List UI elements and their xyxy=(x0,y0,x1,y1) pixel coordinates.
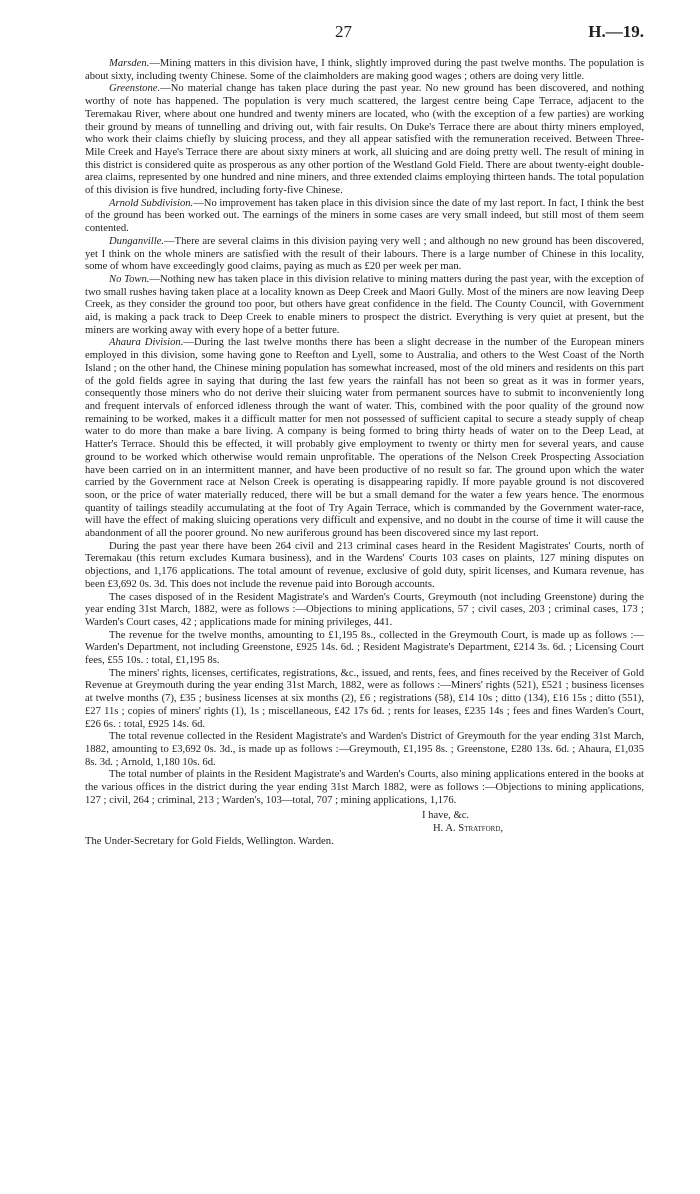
paragraph-lead: Marsden. xyxy=(109,58,150,69)
paragraph-no-town xyxy=(85,274,644,338)
paragraph-greenstone xyxy=(85,83,644,197)
paragraph-total-revenue xyxy=(85,731,644,769)
paragraph-dunganville xyxy=(85,236,644,274)
document-code: H.—19. xyxy=(588,22,644,41)
paragraph-lead: No Town. xyxy=(109,273,150,285)
signature: H. A. Stratford, xyxy=(433,823,504,835)
paragraph-lead: Arnold Subdivision. xyxy=(109,197,194,209)
paragraph-cases-greymouth xyxy=(85,592,644,630)
paragraph-ahaura xyxy=(85,337,644,540)
salutation: I have, &c. xyxy=(422,810,470,822)
paragraph-text: —Nothing new has taken place in this division relative to mining matters during the past year, with the exception of two small rushes having taken place at a locality known as Deep Creek and Maori Gully. Most of the miners are now leaving Deep Creek, as they consider the ground too poor, but others have great confidence in the field. The County Council, with Government aid, is making a pack track to Deep Creek to enable miners to prospect the district. Everything is very quiet at present, but the miners are working away with every hope of a better future. xyxy=(85,273,644,336)
recipient: The Under-Secretary for Gold Fields, Wellington. xyxy=(85,836,296,848)
closing-bottom-row xyxy=(85,835,644,848)
paragraph-lead: Greenstone. xyxy=(109,83,161,95)
paragraph-text: —During the last twelve months there has been a slight decrease in the number of the European miners employed in this division, some having gone to Reefton and Lyell, some to Australia, and others to the West Coast of the North Island ; on the other hand, the Chinese mining population has somewhat increased, most of the old miners and residents on this part of the gold fields agree in saying that during the last few years the rainfall has not been so great as it was in former years, consequently those miners who do not derive their sluicing water from permanent sources have to submit to inconveniently long and frequent intervals of enforced idleness through the want of water. This, combined with the poor quality of the ground now remaining to be worked, makes it a difficult matter for men not possessed of sufficient capital to secure a steady supply of cheap water to do more than make a bare living. A company is being formed to bring thirty heads of water on to the Deep Lead, at Hatter's Terrace. Should this be effected, it will probably give employment to twenty or thirty men for several years, and cause ground to be worked which otherwise would remain unprofitable. The operations of the Nelson Creek Prospecting Association have been carried on in an intermittent manner, and have been productive of no result so far. The ground upon which the water carried by the Government race at Nelson Creek is operating is disappearing rapidly. If more payable ground is not discovered soon, or the price of water materially reduced, there will be but a small demand for the water a few years hence. The enormous quantity of tailings steadily accumulating at the foot of Try Again Terrace, which is commanded by the Government water-race, will have the effect of making sluicing operations very difficult and expensive, and no doubt in the course of time it will cause the abandonment of all the poorer ground. No new auriferous ground has been discovered since my last report. xyxy=(85,337,644,540)
paragraph-text: —There are several claims in this division paying very well ; and although no new ground has been discovered, yet I think on the whole miners are satisfied with the result of their labours. There is a large number of Chinese in this locality, some of whom have exceedingly good claims, paying as much as £20 per week per man. xyxy=(85,235,644,273)
paragraph-marsden xyxy=(85,58,644,83)
letter-closing xyxy=(85,809,644,848)
page-header xyxy=(85,22,644,58)
paragraph-cases-summary xyxy=(85,541,644,592)
paragraph-text: —No improvement has taken place in this division since the date of my last report. In fact, I think the best of the ground has been worked out. The earnings of the miners in some cases are very small indeed, but still most of them seem contented. xyxy=(85,197,644,235)
signatory-title: Warden. xyxy=(298,836,334,848)
paragraph-lead: Dunganville. xyxy=(109,235,165,247)
paragraph-arnold xyxy=(85,198,644,236)
paragraph-revenue-greymouth xyxy=(85,630,644,668)
paragraph-lead: Ahaura Division. xyxy=(109,337,184,349)
paragraph-text: —No material change has taken place during the past year. No new ground has been discovered, and nothing worthy of note has happened. The population is very much scattered, the largest centre being Cape Terrace, adjacent to the Teremakau River, where about one hundred and twenty miners are located, who (with the exception of a few parties) are working their ground by means of tunnelling and driving out, with fair results. On Duke's Terrace there are about thirty miners employed, who work their claims chiefly by sluicing process, and they all appear satisfied with the remuneration received. Between Three-Mile Creek and Haye's Terrace there are about sixty miners at work, all sluicing and are doing pretty well. The result of mining in this district is considered quite as prosperous as any other portion of the Westland Gold Field. There are about twenty-eight double-area claims, represented by one hundred and nine miners, and three extended claims employing thirteen hands. The total population of this division is five hundred, including forty-five Chinese. xyxy=(85,83,644,197)
paragraph-miners-rights xyxy=(85,668,644,732)
paragraph-text: The miners' rights, licenses, certificates, registrations, &c., issued, and rents, fees, and fines received by the Receiver of Gold Revenue at Greymouth during the year ending 31st March, 1882, were as follows :—Miners' rights (521), £521 ; business licenses at twelve months (7), £35 ; business licenses at six months (2), £6 ; registrations (58), £14 10s ; ditto (134), £16 15s ; ditto (551), £27 11s ; copies of miners' rights (1), 1s ; miscellaneous, £42 17s 6d. ; rents for leases, £235 14s ; fees and fines Warden's Court, £26 6s. : total, £925 14s. 6d. xyxy=(85,667,644,730)
paragraph-text: The total number of plaints in the Resident Magistrate's and Warden's Courts, also mining applications entered in the books at the various offices in the district during the year ending 31st March 1882, were as follows :—Objections to mining applications, 127 ; civil, 264 ; criminal, 213 ; Warden's, 103—total, 707 ; mining applications, 1,176. xyxy=(85,769,644,806)
paragraph-text: The cases disposed of in the Resident Magistrate's and Warden's Courts, Greymouth (not including Greenstone) during the year ending 31st March, 1882, were as follows :—Objections to mining applications, 57 ; civil cases, 203 ; criminal cases, 173 ; Warden's Court cases, 42 ; applications made for mining privileges, 441. xyxy=(85,591,644,628)
paragraph-text: The total revenue collected in the Resident Magistrate's and Warden's District of Greymouth for the year ending 31st March, 1882, amounting to £3,692 0s. 3d., is made up as follows :—Greymouth, £1,195 8s. ; Greenstone, £280 13s. 6d. ; Ahaura, £1,035 8s. 3d. ; Arnold, 1,180 10s. 6d. xyxy=(85,731,644,768)
paragraph-text: The revenue for the twelve months, amounting to £1,195 8s., collected in the Greymouth Court, is made up as follows :—Warden's Department, not including Greenstone, £925 14s. 6d. ; Resident Magistrate's Department, £214 3s. 6d. ; Licensing Court fees, £55 10s. : total, £1,195 8s. xyxy=(85,629,644,667)
paragraph-total-plaints xyxy=(85,769,644,807)
paragraph-text: —Mining matters in this division have, I think, slightly improved during the past twelve months. The population is about sixty, including twenty Chinese. Some of the claimholders are making good wages ; others are doing very little. xyxy=(85,58,644,82)
page-number: 27 xyxy=(335,22,352,41)
document-body xyxy=(85,58,644,807)
paragraph-text: During the past year there have been 264 civil and 213 criminal cases heard in the Resident Magistrates' Courts, north of Teremakau (this return excludes Kumara business), and in the Wardens' Courts 103 cases on plaints, 127 mining disputes on objections, and 1,176 applications. The total amount of revenue, exclusive of gold duty, spirit licenses, and Kumara revenue, has been £3,692 0s. 3d. This does not include the revenue paid into Borough accounts. xyxy=(85,540,644,590)
